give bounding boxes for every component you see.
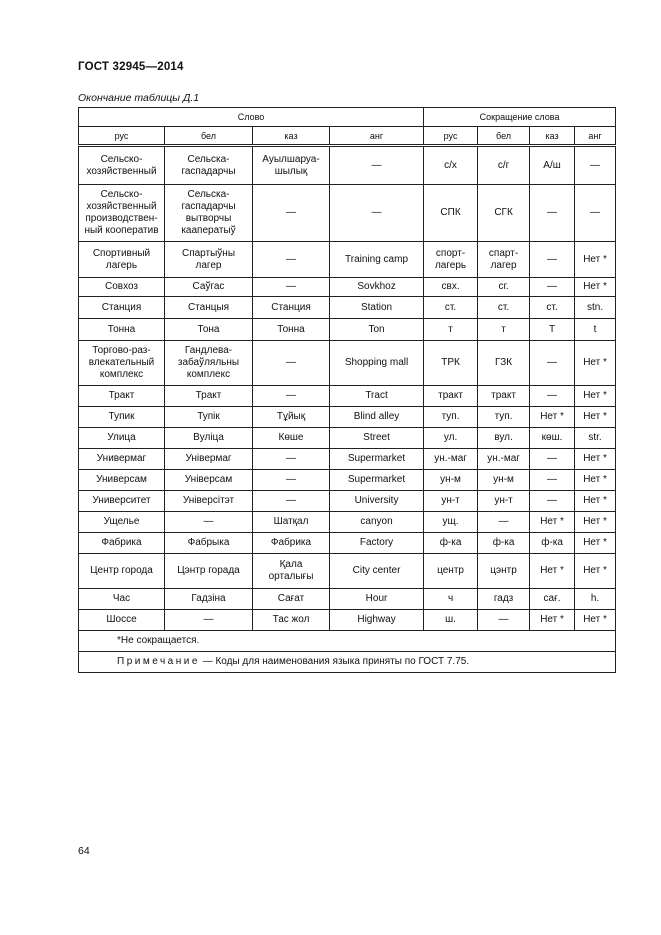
column-header: рус bbox=[424, 127, 478, 146]
table-cell: Тона bbox=[165, 319, 253, 341]
table-cell: University bbox=[330, 491, 424, 512]
table-row bbox=[79, 319, 616, 341]
table-cell: Қала орталығы bbox=[253, 554, 330, 589]
table-row bbox=[79, 278, 616, 297]
table-cell: Станция bbox=[253, 297, 330, 319]
table-cell: сг. bbox=[478, 278, 530, 297]
table-cell: Training camp bbox=[330, 242, 424, 278]
table-cell: Универсам bbox=[79, 470, 165, 491]
table-cell: Т bbox=[530, 319, 575, 341]
table-cell: stn. bbox=[575, 297, 616, 319]
table-cell: ф-ка bbox=[478, 533, 530, 554]
column-header: рус bbox=[79, 127, 165, 146]
table-cell: Тас жол bbox=[253, 610, 330, 631]
table-cell: Нет * bbox=[575, 533, 616, 554]
document-header: ГОСТ 32945—2014 bbox=[78, 61, 184, 73]
table-cell: ч bbox=[424, 589, 478, 610]
footnote-row bbox=[79, 631, 616, 652]
header-row-languages bbox=[79, 127, 616, 146]
table-cell: ун-м bbox=[424, 470, 478, 491]
column-header: каз bbox=[253, 127, 330, 146]
table-row bbox=[79, 242, 616, 278]
table-cell: Сельска- гаспадарчы вытворчы кааператыў bbox=[165, 185, 253, 242]
table-cell: Supermarket bbox=[330, 470, 424, 491]
table-cell: — bbox=[478, 512, 530, 533]
table-cell: Тупік bbox=[165, 407, 253, 428]
table-cell: вул. bbox=[478, 428, 530, 449]
column-header: бел bbox=[478, 127, 530, 146]
table-cell: canyon bbox=[330, 512, 424, 533]
column-header: бел bbox=[165, 127, 253, 146]
table-cell: Нет * bbox=[575, 610, 616, 631]
table-cell: — bbox=[253, 491, 330, 512]
table-cell: ш. bbox=[424, 610, 478, 631]
table-row bbox=[79, 428, 616, 449]
table-cell: ун.-маг bbox=[478, 449, 530, 470]
table-cell: Универмаг bbox=[79, 449, 165, 470]
table-row bbox=[79, 470, 616, 491]
table-cell: — bbox=[253, 449, 330, 470]
table-cell: ун-м bbox=[478, 470, 530, 491]
table-cell: Нет * bbox=[575, 386, 616, 407]
table-cell: — bbox=[530, 341, 575, 386]
table-row bbox=[79, 449, 616, 470]
table-cell: Спартыўны лагер bbox=[165, 242, 253, 278]
table-cell: Тракт bbox=[165, 386, 253, 407]
column-header: анг bbox=[330, 127, 424, 146]
table-row bbox=[79, 297, 616, 319]
table-cell: — bbox=[575, 146, 616, 185]
table-cell: Торгово-раз- влекательный комплекс bbox=[79, 341, 165, 386]
table-cell: Універсам bbox=[165, 470, 253, 491]
table-cell: City center bbox=[330, 554, 424, 589]
table-cell: Station bbox=[330, 297, 424, 319]
table-cell: Нет * bbox=[575, 242, 616, 278]
table-cell: ун-т bbox=[478, 491, 530, 512]
table-cell: Гандлева- забаўляльны комплекс bbox=[165, 341, 253, 386]
table-row bbox=[79, 185, 616, 242]
table-cell: Shopping mall bbox=[330, 341, 424, 386]
table-cell: — bbox=[165, 610, 253, 631]
table-cell: ф-ка bbox=[424, 533, 478, 554]
table-cell: Ущелье bbox=[79, 512, 165, 533]
table-cell: Highway bbox=[330, 610, 424, 631]
table-cell: Станцыя bbox=[165, 297, 253, 319]
table-cell: Нет * bbox=[530, 512, 575, 533]
table-cell: Улица bbox=[79, 428, 165, 449]
table-cell: Універмаг bbox=[165, 449, 253, 470]
table-cell: т bbox=[424, 319, 478, 341]
table-cell: Нет * bbox=[575, 554, 616, 589]
table-cell: тракт bbox=[424, 386, 478, 407]
table-cell: — bbox=[253, 185, 330, 242]
table-cell: — bbox=[530, 491, 575, 512]
table-row bbox=[79, 512, 616, 533]
table-cell: Ауылшаруа- шылық bbox=[253, 146, 330, 185]
note-label: Примечание bbox=[117, 656, 200, 667]
table-cell: Тракт bbox=[79, 386, 165, 407]
table-cell: Спортивный лагерь bbox=[79, 242, 165, 278]
table-cell: Універсітэт bbox=[165, 491, 253, 512]
page-number: 64 bbox=[78, 845, 90, 857]
table-cell: Тұйық bbox=[253, 407, 330, 428]
table-cell: — bbox=[530, 185, 575, 242]
table-cell: Шоссе bbox=[79, 610, 165, 631]
table-cell: Көше bbox=[253, 428, 330, 449]
table-cell: Университет bbox=[79, 491, 165, 512]
table-cell: туп. bbox=[424, 407, 478, 428]
table-cell: Sovkhoz bbox=[330, 278, 424, 297]
table-cell: Нет * bbox=[575, 470, 616, 491]
table-cell: цэнтр bbox=[478, 554, 530, 589]
table-row bbox=[79, 610, 616, 631]
table-cell: — bbox=[330, 185, 424, 242]
table-row bbox=[79, 341, 616, 386]
table-cell: — bbox=[530, 242, 575, 278]
table-cell: Гадзіна bbox=[165, 589, 253, 610]
table-cell: Сельско- хозяйственный bbox=[79, 146, 165, 185]
table-cell: Нет * bbox=[575, 341, 616, 386]
table-cell: — bbox=[165, 512, 253, 533]
table-cell: с/х bbox=[424, 146, 478, 185]
table-cell: көш. bbox=[530, 428, 575, 449]
note bbox=[79, 652, 616, 673]
table-cell: Фабрыка bbox=[165, 533, 253, 554]
table-cell: Тонна bbox=[253, 319, 330, 341]
table-cell: СПК bbox=[424, 185, 478, 242]
table-cell: Factory bbox=[330, 533, 424, 554]
table-cell: Нет * bbox=[575, 512, 616, 533]
table-cell: Hour bbox=[330, 589, 424, 610]
table-cell: — bbox=[253, 470, 330, 491]
table-cell: Вуліца bbox=[165, 428, 253, 449]
table-cell: — bbox=[530, 278, 575, 297]
table-cell: Tract bbox=[330, 386, 424, 407]
table-cell: Цэнтр горада bbox=[165, 554, 253, 589]
table-cell: Тупик bbox=[79, 407, 165, 428]
table-cell: сағ. bbox=[530, 589, 575, 610]
table-cell: t bbox=[575, 319, 616, 341]
table-cell: А/ш bbox=[530, 146, 575, 185]
table-cell: — bbox=[253, 341, 330, 386]
table-cell: Сельска- гаспадарчы bbox=[165, 146, 253, 185]
table-cell: — bbox=[253, 278, 330, 297]
table-cell: — bbox=[253, 242, 330, 278]
table-cell: Supermarket bbox=[330, 449, 424, 470]
table-cell: Саўгас bbox=[165, 278, 253, 297]
table-row bbox=[79, 533, 616, 554]
table-row bbox=[79, 589, 616, 610]
table-cell: Нет * bbox=[575, 491, 616, 512]
note-row bbox=[79, 652, 616, 673]
table-cell: h. bbox=[575, 589, 616, 610]
table-cell: СГК bbox=[478, 185, 530, 242]
table-cell: — bbox=[530, 449, 575, 470]
table-cell: ст. bbox=[478, 297, 530, 319]
table-cell: Нет * bbox=[530, 610, 575, 631]
table-cell: — bbox=[575, 185, 616, 242]
table-cell: с/г bbox=[478, 146, 530, 185]
table-cell: Станция bbox=[79, 297, 165, 319]
table-cell: — bbox=[253, 386, 330, 407]
table-row bbox=[79, 407, 616, 428]
table-cell: спорт- лагерь bbox=[424, 242, 478, 278]
table-cell: Нет * bbox=[530, 407, 575, 428]
table-cell: Совхоз bbox=[79, 278, 165, 297]
table-cell: центр bbox=[424, 554, 478, 589]
table-row bbox=[79, 386, 616, 407]
table-cell: — bbox=[330, 146, 424, 185]
table-cell: ун-т bbox=[424, 491, 478, 512]
table-cell: ТРК bbox=[424, 341, 478, 386]
table-cell: спарт- лагер bbox=[478, 242, 530, 278]
table-cell: Street bbox=[330, 428, 424, 449]
table-cell: str. bbox=[575, 428, 616, 449]
column-header: каз bbox=[530, 127, 575, 146]
group-header-abbreviation: Сокращение слова bbox=[424, 108, 616, 127]
table-row bbox=[79, 554, 616, 589]
table-cell: Нет * bbox=[575, 407, 616, 428]
footnote: *Не сокращается. bbox=[79, 631, 616, 652]
table-cell: Нет * bbox=[575, 278, 616, 297]
group-header-word: Слово bbox=[79, 108, 424, 127]
table-cell: ун.-маг bbox=[424, 449, 478, 470]
table-cell: Фабрика bbox=[253, 533, 330, 554]
note-text: — Коды для наименования языка приняты по ГОСТ 7.75. bbox=[199, 656, 470, 667]
table-cell: Шатқал bbox=[253, 512, 330, 533]
table-cell: Нет * bbox=[575, 449, 616, 470]
table-cell: ст. bbox=[530, 297, 575, 319]
table-cell: — bbox=[530, 470, 575, 491]
table-cell: ущ. bbox=[424, 512, 478, 533]
table-cell: Blind alley bbox=[330, 407, 424, 428]
abbreviations-table bbox=[78, 107, 616, 673]
table-cell: Час bbox=[79, 589, 165, 610]
column-header: анг bbox=[575, 127, 616, 146]
table-cell: ст. bbox=[424, 297, 478, 319]
table-cell: Сағат bbox=[253, 589, 330, 610]
table-cell: — bbox=[530, 386, 575, 407]
table-cell: ул. bbox=[424, 428, 478, 449]
table-cell: гадз bbox=[478, 589, 530, 610]
table-cell: — bbox=[478, 610, 530, 631]
table-cell: ГЗК bbox=[478, 341, 530, 386]
table-row bbox=[79, 146, 616, 185]
table-cell: Сельско- хозяйственный производствен- ный кооператив bbox=[79, 185, 165, 242]
table-cell: свх. bbox=[424, 278, 478, 297]
table-cell: туп. bbox=[478, 407, 530, 428]
table-row bbox=[79, 491, 616, 512]
table-cell: Тонна bbox=[79, 319, 165, 341]
table-cell: Ton bbox=[330, 319, 424, 341]
header-row-groups bbox=[79, 108, 616, 127]
table-caption: Окончание таблицы Д.1 bbox=[78, 92, 200, 104]
table-cell: Нет * bbox=[530, 554, 575, 589]
table-cell: Центр города bbox=[79, 554, 165, 589]
table-cell: Фабрика bbox=[79, 533, 165, 554]
table-cell: тракт bbox=[478, 386, 530, 407]
table-cell: ф-ка bbox=[530, 533, 575, 554]
table-cell: т bbox=[478, 319, 530, 341]
